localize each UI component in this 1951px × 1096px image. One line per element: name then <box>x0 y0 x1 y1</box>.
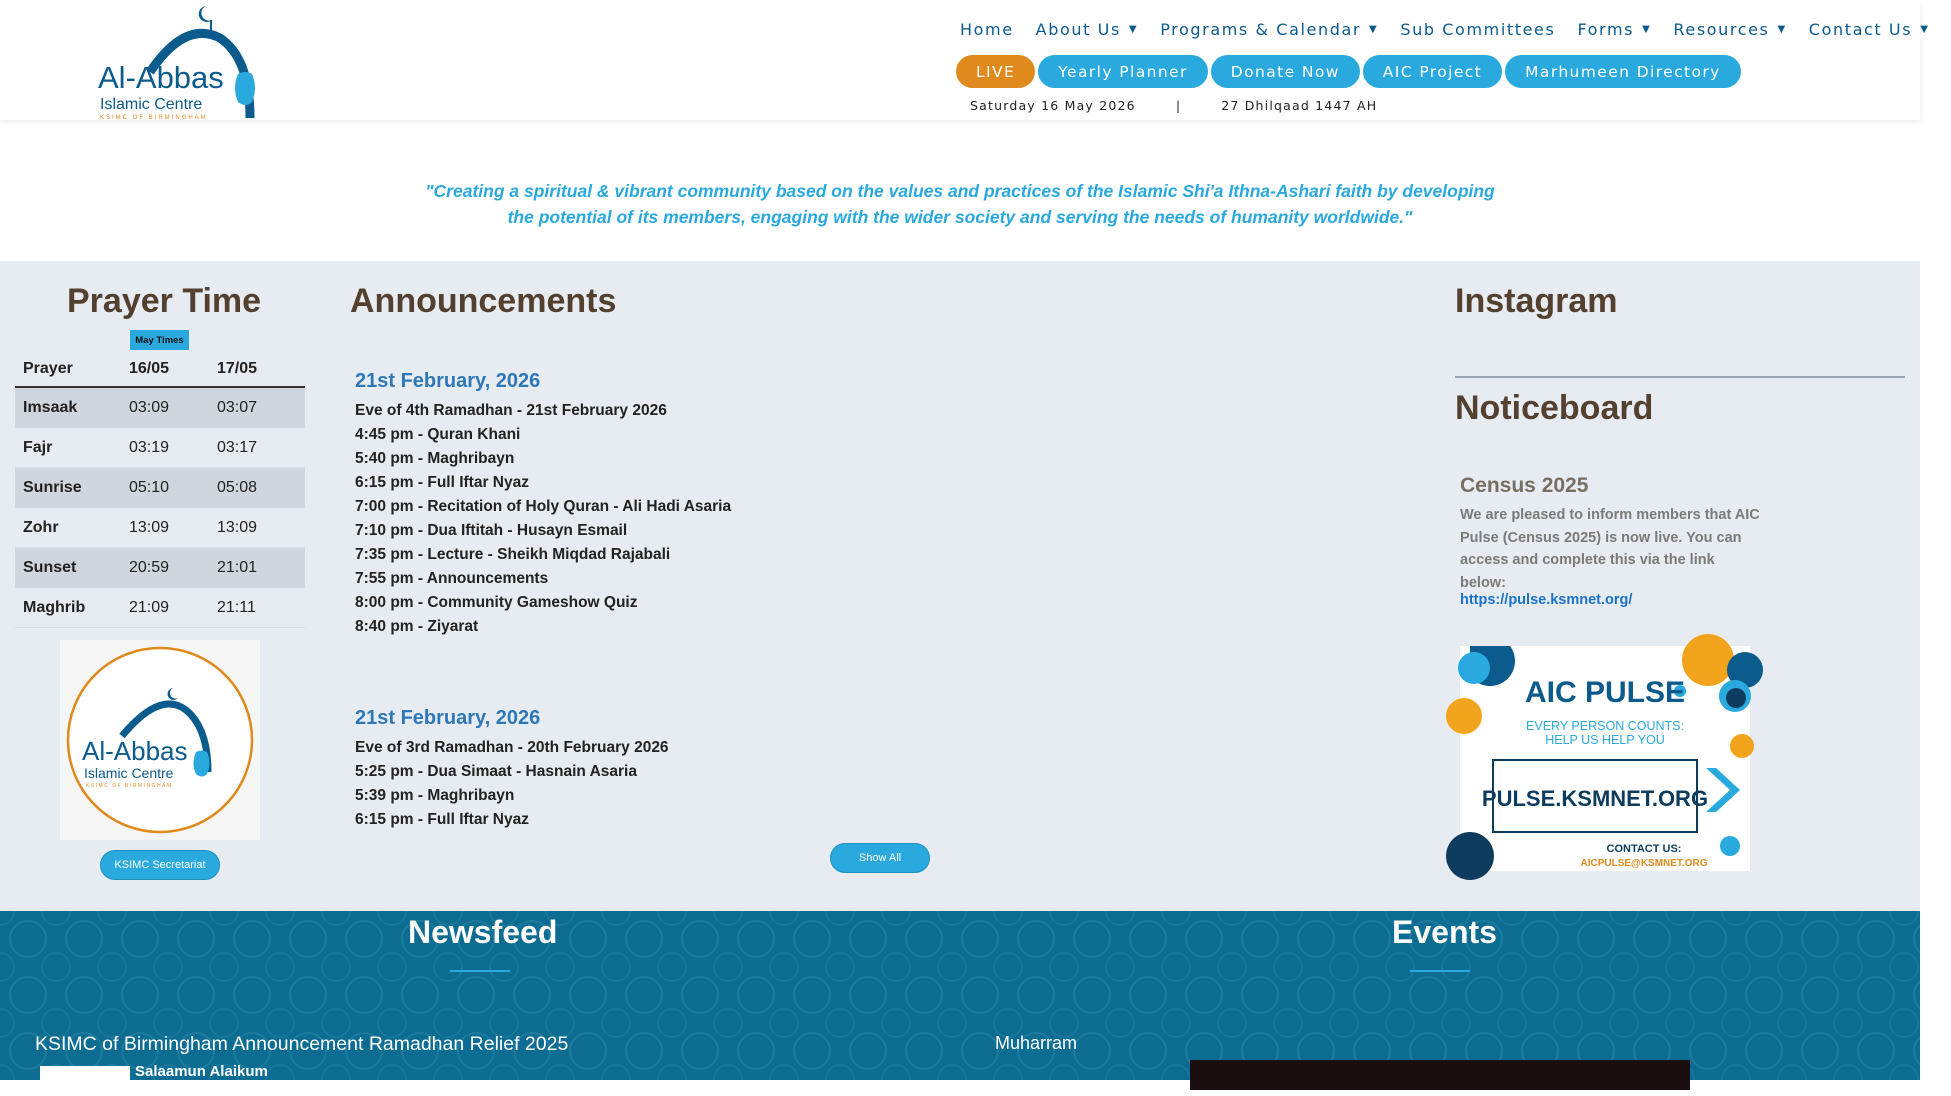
prayer-time-day1: 03:19 <box>129 438 170 456</box>
notice-text: We are pleased to inform members that AIC Pulse (Census 2025) is now live. You can access and complete this via the link below: <box>1460 507 1760 591</box>
instagram-divider <box>1455 376 1905 378</box>
newsfeed-item-excerpt: Salaamun Alaikum <box>135 1063 268 1080</box>
prayer-time-day2: 21:11 <box>217 598 256 616</box>
header-dates <box>970 98 1377 113</box>
events-title: Events <box>1392 914 1497 950</box>
event-item-title[interactable]: Muharram <box>995 1033 1078 1053</box>
poster-contact: CONTACT US: <box>1606 843 1682 855</box>
nav-forms[interactable] <box>1577 20 1651 39</box>
announcement-item <box>355 707 955 832</box>
newsfeed-underline <box>450 970 510 972</box>
logo-tag: KSIMC OF BIRMINGHAM <box>100 115 208 121</box>
nav-home-label: Home <box>960 20 1014 39</box>
prayer-table-header <box>15 352 305 388</box>
nav-resources-label: Resources <box>1673 20 1770 39</box>
prayer-name: Maghrib <box>23 598 86 616</box>
prayer-time-day1: 05:10 <box>129 479 170 496</box>
notice-link[interactable]: https://pulse.ksmnet.org/ <box>1460 592 1633 608</box>
chevron-down-icon: ▼ <box>1642 24 1652 35</box>
chevron-down-icon: ▼ <box>1369 24 1379 35</box>
poster-title: AIC PULSE <box>1524 676 1686 709</box>
notice-title: Census 2025 <box>1460 474 1589 497</box>
prayer-name: Sunrise <box>23 479 82 496</box>
noticeboard-title: Noticeboard <box>1455 389 1654 427</box>
table-row <box>15 428 305 468</box>
prayer-time-day2: 05:08 <box>217 479 258 496</box>
table-row <box>15 388 305 428</box>
announcement-item <box>355 370 955 639</box>
prayer-time-day2: 13:09 <box>217 518 258 536</box>
hijri-date: 27 Dhilqaad 1447 AH <box>1221 98 1378 113</box>
date-separator: | <box>1175 98 1182 113</box>
donate-now-button[interactable]: Donate Now <box>1211 55 1360 88</box>
col-day1: 16/05 <box>129 360 170 377</box>
announcement-line: 7:35 pm - Lecture - Sheikh Miqdad Rajabali <box>355 546 671 563</box>
announcement-line: 4:45 pm - Quran Khani <box>355 426 521 443</box>
live-button[interactable]: LIVE <box>956 55 1035 88</box>
announcement-line: Eve of 3rd Ramadhan - 20th February 2026 <box>355 739 669 756</box>
announcement-line: 8:40 pm - Ziyarat <box>355 618 479 635</box>
logo-name: Al-Abbas <box>98 60 224 95</box>
announcement-line: 7:10 pm - Dua Iftitah - Husayn Esmail <box>355 522 628 539</box>
may-times-badge[interactable]: May Times <box>130 330 189 350</box>
announcement-date[interactable]: 21st February, 2026 <box>355 707 541 729</box>
site-logo[interactable] <box>90 0 300 120</box>
events-underline <box>1410 970 1470 972</box>
announcement-line: 7:00 pm - Recitation of Holy Quran - Ali Hadi Asaria <box>355 498 732 515</box>
chevron-down-icon: ▼ <box>1920 24 1930 35</box>
quick-links <box>956 55 1741 88</box>
mission-statement: "Creating a spiritual & vibrant community based on the values and practices of the Islamic Shi'a Ithna-Ashari faith by developing the potential of its members, engaging with the wider society and serving the needs of humanity worldwide." <box>425 181 1495 227</box>
yearly-planner-button[interactable]: Yearly Planner <box>1038 55 1208 88</box>
prayer-time-day2: 21:01 <box>217 559 258 576</box>
prayer-name: Sunset <box>23 559 77 576</box>
aic-pulse-poster[interactable] <box>1460 646 1750 871</box>
announcement-date[interactable]: 21st February, 2026 <box>355 370 541 392</box>
announcement-line: 7:55 pm - Announcements <box>355 570 549 587</box>
poster-email: AICPULSE@KSMNET.ORG <box>1580 858 1708 869</box>
col-prayer: Prayer <box>23 360 73 377</box>
prayer-time-title: Prayer Time <box>67 282 262 320</box>
table-row <box>15 468 305 508</box>
nav-contact-label: Contact Us <box>1808 20 1913 39</box>
nav-about-us[interactable] <box>1036 20 1139 39</box>
prayer-time-day2: 03:07 <box>217 399 258 416</box>
table-row <box>15 508 305 548</box>
gregorian-date: Saturday 16 May 2026 <box>970 98 1136 113</box>
announcement-line: 8:00 pm - Community Gameshow Quiz <box>355 594 638 611</box>
announcements-title: Announcements <box>350 282 617 320</box>
site-header <box>0 0 1930 121</box>
newsfeed-thumbnail[interactable] <box>40 1066 130 1096</box>
nav-sub-committees[interactable] <box>1400 20 1555 39</box>
instagram-title: Instagram <box>1455 282 1618 320</box>
nav-sub-committees-label: Sub Committees <box>1400 20 1556 39</box>
prayer-time-day2: 03:17 <box>217 438 258 456</box>
prayer-name: Zohr <box>23 518 59 536</box>
newsfeed-title: Newsfeed <box>408 914 558 950</box>
announcement-line: Eve of 4th Ramadhan - 21st February 2026 <box>355 402 667 419</box>
aic-project-button[interactable]: AIC Project <box>1363 55 1502 88</box>
marhumeen-directory-button[interactable]: Marhumeen Directory <box>1505 55 1741 88</box>
main-nav <box>960 20 1951 39</box>
prayer-time-day1: 13:09 <box>129 518 170 536</box>
poster-sub2: HELP US HELP YOU <box>1545 733 1665 747</box>
prayer-time-day1: 21:09 <box>129 598 170 616</box>
nav-home[interactable] <box>960 20 1014 39</box>
table-row <box>15 588 305 628</box>
nav-programs-calendar[interactable] <box>1160 20 1378 39</box>
logo-box-name: Al-Abbas <box>82 736 188 766</box>
col-day2: 17/05 <box>217 360 258 377</box>
nav-contact-us[interactable] <box>1809 20 1930 39</box>
nav-resources[interactable] <box>1673 20 1786 39</box>
chevron-down-icon: ▼ <box>1777 24 1787 35</box>
ksimc-secretariat-button[interactable]: KSIMC Secretariat <box>100 850 220 880</box>
announcement-line: 5:39 pm - Maghribayn <box>355 787 515 804</box>
centre-logo-image <box>60 640 260 840</box>
chevron-down-icon: ▼ <box>1128 24 1139 35</box>
logo-sub: Islamic Centre <box>100 96 203 113</box>
prayer-table <box>15 352 305 628</box>
poster-sub1: EVERY PERSON COUNTS: <box>1526 719 1684 733</box>
nav-programs-label: Programs & Calendar <box>1160 20 1362 39</box>
prayer-name: Imsaak <box>23 399 78 416</box>
prayer-time-day1: 03:09 <box>129 399 170 416</box>
prayer-time-day1: 20:59 <box>129 559 170 576</box>
announcement-line: 5:25 pm - Dua Simaat - Hasnain Asaria <box>355 763 637 780</box>
logo-box-tag: KSIMC OF BIRMINGHAM <box>86 783 173 789</box>
prayer-name: Fajr <box>23 438 53 456</box>
poster-url: PULSE.KSMNET.ORG <box>1481 786 1709 811</box>
announcement-line: 5:40 pm - Maghribayn <box>355 450 515 467</box>
table-row <box>15 548 305 588</box>
event-video[interactable] <box>1190 1060 1690 1090</box>
nav-forms-label: Forms <box>1577 20 1635 39</box>
logo-box-sub: Islamic Centre <box>84 765 174 781</box>
nav-about-us-label: About Us <box>1035 20 1121 39</box>
newsfeed-events-band <box>0 911 1920 1080</box>
newsfeed-item-title[interactable]: KSIMC of Birmingham Announcement Ramadhan Relief 2025 <box>35 1033 569 1055</box>
announcement-line: 6:15 pm - Full Iftar Nyaz <box>355 474 529 491</box>
show-all-button[interactable]: Show All <box>830 843 930 873</box>
announcement-line: 6:15 pm - Full Iftar Nyaz <box>355 811 529 828</box>
